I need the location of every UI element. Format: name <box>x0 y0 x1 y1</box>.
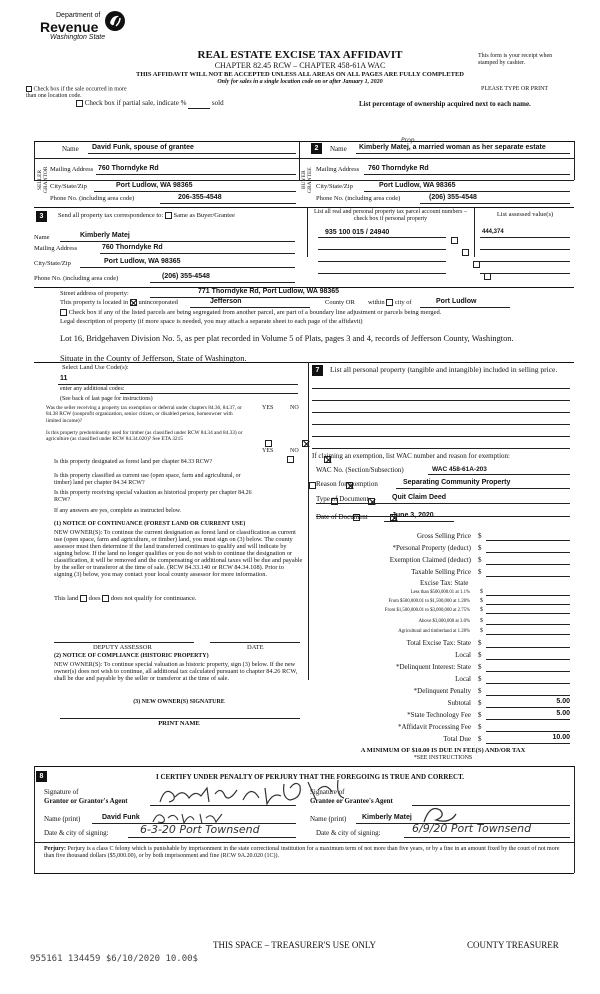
excise-state-label: Excise Tax: State <box>420 579 469 587</box>
parcel-number[interactable]: 935 100 015 / 24940 <box>325 229 390 236</box>
corr-mailing[interactable]: 760 Thorndyke Rd <box>102 244 163 251</box>
perjury-label: Perjury: <box>44 846 66 852</box>
currency-sign: $ <box>480 618 483 624</box>
section-3-badge: 3 <box>36 211 47 222</box>
within-label: within <box>368 299 385 306</box>
land-use-code[interactable]: 11 <box>60 375 68 382</box>
seller-name-label: Name <box>62 145 79 153</box>
q-yes-header-2: YES <box>262 448 274 454</box>
tier-5: Agricultural and timberland at 1.28% <box>398 629 470 634</box>
county-value[interactable]: Jefferson <box>210 298 242 305</box>
legal-description-2[interactable]: Situate in the County of Jefferson, State of Washington. <box>60 354 247 363</box>
currency-sign: $ <box>478 711 482 719</box>
currency-sign: $ <box>478 568 482 576</box>
notice-2-body: NEW OWNER(S): To continue special valuation as historic property, sign (3) below. If the new owner(s) does not wish to continue, all additional tax calculated pursuant to chapter 84.26 RCW, shall be due and payable by the seller or transferor at the time of sale. <box>54 661 298 682</box>
legal-description-1[interactable]: Lot 16, Bridgehaven Division No. 5, as per plat recorded in Volume 5 of Plats, pages 3 and 4, records of Jefferson County, Washington. <box>60 334 514 343</box>
q2-yes-checkbox[interactable] <box>287 456 294 463</box>
corr-phone-label: Phone No. (including area code) <box>34 275 119 282</box>
doc-date-label: Date of Document <box>316 513 368 521</box>
same-as-buyer-checkbox[interactable] <box>165 212 172 219</box>
grantee-signature-label-b: Grantee or Grantee's Agent <box>310 797 393 805</box>
notice-1-body: NEW OWNER(S): To continue the current designation as forest land or classification as current use (open space, farm and agriculture, or timber) land, you must sign on (3) below. The county assessor must then determine if the land transferred continues to qualify and will indicate by signing below. If the land no longer qualifies or you do not wish to continue the designation or classification, it will be removed and the compensating or additional taxes will be due and payable by the seller or transferor at the time of sale. (RCW 84.33.140 or RCW 84.34.108). Prior to signing (3) below, you may contact your local county assessor for more information. <box>54 529 303 578</box>
wac-number[interactable]: WAC 458-61A-203 <box>432 466 487 473</box>
partial-sale-label-a: Check box if partial sale, indicate % <box>84 99 187 107</box>
wac-label: WAC No. (Section/Subsection) <box>316 466 404 474</box>
currency-sign: $ <box>478 639 482 647</box>
seller-phone[interactable]: 206-355-4548 <box>178 194 222 201</box>
subtotal-value[interactable]: 5.00 <box>556 698 570 705</box>
doc-date[interactable]: June 3, 2020 <box>392 512 434 519</box>
q-yes-header: YES <box>262 405 274 411</box>
certify-statement: I CERTIFY UNDER PENALTY OF PERJURY THAT THE FOREGOING IS TRUE AND CORRECT. <box>155 773 464 781</box>
notice-1-title: (1) NOTICE OF CONTINUANCE (FOREST LAND OR CURRENT USE) <box>54 521 246 527</box>
currency-sign: $ <box>478 663 482 671</box>
grantor-signature-label-b: Grantor or Grantor's Agent <box>44 797 128 805</box>
street-address[interactable]: 771 Thorndyke Rd, Port Ludlow, WA 98365 <box>198 288 340 295</box>
receipt-note: This form is your receipt when stamped by cashier. <box>478 53 553 66</box>
buyer-name-label: Name <box>330 145 347 153</box>
grantee-signature-label-a: Signature of <box>310 788 345 796</box>
multi-location-label: Check box if the sale occurred in more than one location code. <box>26 86 127 100</box>
see-instructions-note: *SEE INSTRUCTIONS <box>413 755 473 761</box>
partial-sale-row <box>76 99 224 109</box>
currency-sign: $ <box>478 675 482 683</box>
currency-sign: $ <box>478 699 482 707</box>
land-use-label: Select Land Use Code(s): <box>62 364 129 371</box>
total-label-9: Total Due <box>443 735 471 743</box>
corr-city[interactable]: Port Ludlow, WA 98365 <box>104 258 181 265</box>
grantee-signature[interactable] <box>278 778 418 804</box>
deputy-assessor-label: DEPUTY ASSESSOR <box>93 644 152 651</box>
does-label: does <box>88 595 101 602</box>
located-row <box>60 299 560 307</box>
unincorporated-checkbox[interactable] <box>130 299 137 306</box>
currency-sign: $ <box>478 735 482 743</box>
total-label-4: Local <box>455 675 471 683</box>
grantor-signature-label-a: Signature of <box>44 788 79 796</box>
personal-property-checkbox-2[interactable] <box>462 249 469 256</box>
does-not-label: does not qualify for continuance. <box>110 595 197 602</box>
notice-2-title: (2) NOTICE OF COMPLIANCE (HISTORIC PROPERTY) <box>54 653 209 659</box>
q3-text: Is this property designated as forest land per chapter 84.33 RCW? <box>54 459 213 465</box>
pct-ownership-note: List percentage of ownership acquired next to each name. <box>359 100 531 108</box>
calc-label-2: *Personal Property (deduct) <box>392 544 471 552</box>
segregated-checkbox[interactable] <box>60 309 67 316</box>
segregated-label: Check box if any of the listed parcels are being segregated from another parcel, are part of a boundary line adjustment or parcels being merged. <box>68 309 442 316</box>
currency-sign: $ <box>480 589 483 595</box>
q-no-header-2: NO <box>290 448 299 454</box>
does-not-checkbox[interactable] <box>102 595 109 602</box>
q1-no-checkbox[interactable] <box>302 440 309 447</box>
assessed-header: List assessed value(s) <box>496 211 554 218</box>
minimum-due-note: A MINIMUM OF $10.00 IS DUE IN FEE(S) AND/OR TAX <box>360 747 526 754</box>
currency-sign: $ <box>478 556 482 564</box>
currency-sign: $ <box>480 607 483 613</box>
personal-property-checkbox-3[interactable] <box>473 261 480 268</box>
corr-name-label: Name <box>34 234 50 241</box>
q1-text: Was the seller receiving a property tax exemption or deferral under chapters 84.36, 84.37, or 84.38 RCW (nonprofit organization, senior citizen, or disabled person, homeowner with limited income)? <box>46 405 242 424</box>
parcel-header: List all real and personal property tax parcel account numbers – check box if personal property <box>314 209 467 222</box>
multi-location-checkbox[interactable] <box>26 86 32 92</box>
grantor-name[interactable]: David Funk <box>102 814 140 821</box>
perjury-row <box>44 846 568 860</box>
seller-side-label: SELLER GRANTOR <box>37 166 49 194</box>
corr-mailing-label: Mailing Address <box>34 245 78 252</box>
logo-line-2: Revenue <box>40 19 99 35</box>
grantee-name-label: Name (print) <box>310 815 347 823</box>
logo-line-3: Washington State <box>50 34 106 41</box>
same-as-buyer-label: Same as Buyer/Grantee <box>173 212 235 219</box>
personal-property-label: List all personal property (tangible and intangible) included in selling price. <box>330 365 558 374</box>
total-label-2: Local <box>455 651 471 659</box>
assessed-value[interactable]: 444,374 <box>482 229 504 235</box>
street-label: Street address of property: <box>60 290 129 297</box>
treasurer-stamp: 955161 134459 $6/10/2020 10.00$ <box>30 954 198 964</box>
q5-text: Is this property receiving special valuation as historical property per chapter 84.26 RCW? <box>54 490 252 503</box>
grantee-date-label: Date & city of signing: <box>316 829 381 837</box>
form-chapter: CHAPTER 82.45 RCW – CHAPTER 458-61A WAC <box>214 61 386 70</box>
calc-label-4: Taxable Selling Price <box>411 568 471 576</box>
buyer-name-annotation: Prop. <box>401 137 417 144</box>
calc-label-3: Exemption Claimed (deduct) <box>389 556 471 564</box>
partial-sale-percent[interactable] <box>188 99 210 109</box>
q2-text: Is this property predominantly used for timber (as classified under RCW 84.34 and 84.33) or agriculture (as classified under RCW 84.34.020)? See ETA 3215 <box>46 430 243 443</box>
buyer-mailing-label: Mailing Address <box>316 166 360 173</box>
segregated-row <box>60 309 570 317</box>
corr-name[interactable]: Kimberly Matej <box>80 232 130 239</box>
currency-sign: $ <box>478 723 482 731</box>
total-label-6: Subtotal <box>447 699 471 707</box>
tier-3: From $1,500,000.01 to $3,000,000 at 2.75% <box>384 608 470 613</box>
grantor-date-label: Date & city of signing: <box>44 829 109 837</box>
reason-label: Reason for exemption <box>316 480 378 488</box>
new-owner-signature-label: (3) NEW OWNER(S) SIGNATURE <box>133 699 225 705</box>
total-label-7: *State Technology Fee <box>407 711 471 719</box>
treasurer-use-label: THIS SPACE – TREASURER'S USE ONLY <box>213 940 377 950</box>
buyer-mailing[interactable]: 760 Thorndyke Rd <box>368 165 429 172</box>
corr-city-label: City/State/Zip <box>34 260 71 267</box>
calc-label-1: Gross Selling Price <box>416 532 471 540</box>
q1-yes-checkbox[interactable] <box>265 440 272 447</box>
legal-label: Legal description of property (if more space is needed, you may attach a separate sheet to each page of the affidavit) <box>60 318 363 325</box>
currency-sign: $ <box>478 544 482 552</box>
claiming-exemption-label: If claiming an exemption, list WAC number and reason for exemption: <box>312 452 510 460</box>
this-land-label: This land <box>54 595 79 602</box>
additional-codes-label: enter any additional codes: <box>60 386 125 392</box>
seller-mailing[interactable]: 760 Thorndyke Rd <box>98 165 159 172</box>
grantor-name-label: Name (print) <box>44 815 81 823</box>
total-due-value[interactable]: 10.00 <box>552 734 570 741</box>
doc-type-label: Type of Document <box>316 495 369 503</box>
swirl-icon <box>104 10 126 32</box>
city-of-label: city of <box>394 299 412 306</box>
exemption-reason[interactable]: Separating Community Property <box>403 479 511 486</box>
located-label: This property is located in <box>60 299 129 306</box>
unincorporated-label: unincorporated <box>138 299 178 306</box>
buyer-phone-label: Phone No. (including area code) <box>316 195 401 202</box>
tier-1: Less than $500,000.01 at 1.1% <box>410 590 470 595</box>
q4-text: Is this property classified as current use (open space, farm and agricultural, or timber) land per chapter 84.34 RCW? <box>54 473 241 486</box>
buyer-side-label: BUYER GRANTEE <box>301 167 313 193</box>
grantor-signature[interactable] <box>155 782 295 808</box>
does-checkbox[interactable] <box>80 595 87 602</box>
within-row <box>368 299 412 307</box>
q3-yes-checkbox[interactable] <box>309 482 316 489</box>
see-back-label: (See back of last page for instructions) <box>60 396 153 402</box>
form-subtitle: Only for sales in a single location code on or after January 1, 2020 <box>217 79 383 85</box>
perjury-text: Perjury is a class C felony which is punishable by imprisonment in the state correctional institution for a maximum term of not more than five years, or by a fine in an amount fixed by the court of not more than five thousand dollars ($5,000.00), or by both imprisonment and fine (RCW 9A.20.020 (1C)). <box>44 846 560 859</box>
seller-mailing-label: Mailing Address <box>50 166 94 173</box>
form-warning: THIS AFFIDAVIT WILL NOT BE ACCEPTED UNLESS ALL AREAS ON ALL PAGES ARE FULLY COMPLETED <box>136 71 464 78</box>
send-correspondence-label: Send all property tax correspondence to: <box>58 212 164 219</box>
section-8-badge: 8 <box>36 771 47 782</box>
currency-sign: $ <box>478 687 482 695</box>
continuance-row <box>54 595 197 603</box>
grantor-date-city[interactable]: 6-3-20 Port Townsend <box>140 823 260 836</box>
personal-property-checkbox-1[interactable] <box>451 237 458 244</box>
buyer-name[interactable]: Kimberly Matej, a married woman as her separate estate <box>359 144 546 151</box>
total-label-1: Total Excise Tax: State <box>406 639 471 647</box>
total-label-8: *Affidavit Processing Fee <box>398 723 471 731</box>
city-value[interactable]: Port Ludlow <box>436 298 477 305</box>
total-label-3: *Delinquent Interest: State <box>395 663 471 671</box>
doc-type[interactable]: Quit Claim Deed <box>392 494 447 501</box>
corr-phone[interactable]: (206) 355-4548 <box>162 273 210 280</box>
buyer-city-label: City/State/Zip <box>316 183 353 190</box>
grantee-date-city[interactable]: 6/9/20 Port Townsend <box>412 822 532 835</box>
city-of-checkbox[interactable] <box>386 299 393 306</box>
q-no-header: NO <box>290 405 299 411</box>
partial-sale-checkbox[interactable] <box>76 100 83 107</box>
county-or-label: County OR <box>325 299 355 306</box>
partial-sale-label-b: sold <box>211 99 224 107</box>
logo-line-1: Department of <box>56 12 101 19</box>
grantee-name[interactable]: Kimberly Matej <box>362 814 412 821</box>
currency-sign: $ <box>480 598 483 604</box>
assessor-date-label: DATE <box>247 644 264 651</box>
buyer-phone[interactable]: (206) 355-4548 <box>429 194 477 201</box>
print-name-label: PRINT NAME <box>158 720 200 727</box>
county-treasurer-label: COUNTY TREASURER <box>467 940 559 950</box>
tier-2: From $500,000.01 to $1,500,000 at 1.28% <box>388 599 470 604</box>
currency-sign: $ <box>480 628 483 634</box>
tech-fee-value[interactable]: 5.00 <box>556 710 570 717</box>
type-or-print: PLEASE TYPE OR PRINT <box>481 86 549 92</box>
send-correspondence-row <box>58 212 235 220</box>
section-7-badge: 7 <box>312 365 323 376</box>
currency-sign: $ <box>478 651 482 659</box>
currency-sign: $ <box>478 532 482 540</box>
seller-city-label: City/State/Zip <box>50 183 87 190</box>
seller-phone-label: Phone No. (including area code) <box>50 195 135 202</box>
section-2-badge: 2 <box>311 143 322 154</box>
total-label-5: *Delinquent Penalty <box>413 687 471 695</box>
buyer-city[interactable]: Port Ludlow, WA 98365 <box>379 182 456 189</box>
seller-name[interactable]: David Funk, spouse of grantee <box>92 144 194 151</box>
tier-4: Above $3,000,000 at 3.0% <box>418 619 470 624</box>
dor-logo <box>28 10 128 44</box>
form-title: REAL ESTATE EXCISE TAX AFFIDAVIT <box>197 49 403 61</box>
if-yes-note: If any answers are yes, complete as instructed below. <box>54 508 182 514</box>
seller-city[interactable]: Port Ludlow, WA 98365 <box>116 182 193 189</box>
